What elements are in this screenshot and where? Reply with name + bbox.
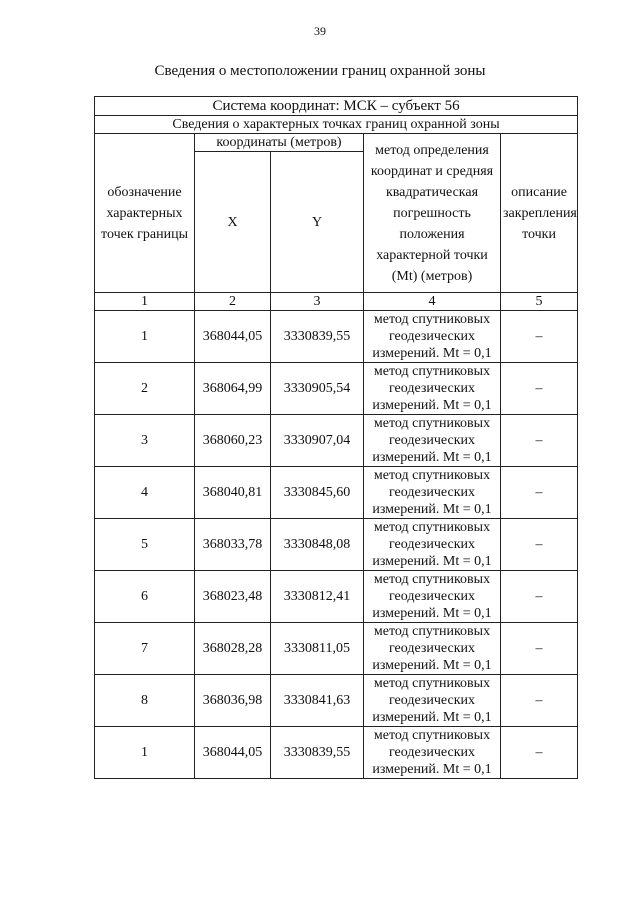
method-cell: метод спутниковых геодезических измерений. Mt = 0,1 [364,623,501,675]
header-point-cell: обозначение характерных точек границы [95,134,195,293]
desc-cell: – [501,415,578,467]
method-cell: метод спутниковых геодезических измерений. Mt = 0,1 [364,467,501,519]
header-method-cell: метод определения координат и средняя квадратическая погрешность положения характерной точки (Mt) (метров) [364,134,501,293]
x-cell: 368028,28 [195,623,271,675]
page-number: 39 [314,24,326,38]
point-cell: 1 [95,311,195,363]
header-y-cell: Y [271,152,364,293]
y-cell: 3330812,41 [271,571,364,623]
header-coords-cell: координаты (метров) [195,134,364,152]
point-cell: 1 [95,727,195,779]
table-row [95,467,578,519]
point-cell: 6 [95,571,195,623]
column-number-4: 4 [364,293,501,311]
table-body [95,97,578,779]
x-cell: 368040,81 [195,467,271,519]
point-cell: 2 [95,363,195,415]
point-cell: 7 [95,623,195,675]
y-cell: 3330841,63 [271,675,364,727]
column-number-1: 1 [95,293,195,311]
desc-cell: – [501,571,578,623]
page-title: Сведения о местоположении границ охранной зоны [154,63,486,79]
desc-cell: – [501,675,578,727]
point-cell: 3 [95,415,195,467]
y-cell: 3330845,60 [271,467,364,519]
desc-cell: – [501,467,578,519]
y-cell: 3330839,55 [271,311,364,363]
table-row [95,519,578,571]
coordinate-system-cell: Система координат: МСК – субъект 56 [95,97,578,116]
x-cell: 368064,99 [195,363,271,415]
column-number-5: 5 [501,293,578,311]
section-title-cell: Сведения о характерных точках границ охранной зоны [95,116,578,134]
y-cell: 3330811,05 [271,623,364,675]
table-row [95,571,578,623]
x-cell: 368060,23 [195,415,271,467]
method-cell: метод спутниковых геодезических измерений. Mt = 0,1 [364,727,501,779]
column-number-3: 3 [271,293,364,311]
header-desc-cell: описание закрепления точки [501,134,578,293]
y-cell: 3330839,55 [271,727,364,779]
desc-cell: – [501,623,578,675]
table-row [95,623,578,675]
table-row [95,727,578,779]
method-cell: метод спутниковых геодезических измерений. Mt = 0,1 [364,311,501,363]
x-cell: 368033,78 [195,519,271,571]
x-cell: 368023,48 [195,571,271,623]
coordinate-system-row [95,97,578,116]
x-cell: 368044,05 [195,727,271,779]
method-cell: метод спутниковых геодезических измерений. Mt = 0,1 [364,519,501,571]
y-cell: 3330848,08 [271,519,364,571]
table-row [95,675,578,727]
method-cell: метод спутниковых геодезических измерений. Mt = 0,1 [364,571,501,623]
section-title-row [95,116,578,134]
table-row [95,311,578,363]
x-cell: 368036,98 [195,675,271,727]
column-numbers-row [95,293,578,311]
header-row [95,134,578,152]
point-cell: 8 [95,675,195,727]
desc-cell: – [501,519,578,571]
column-number-2: 2 [195,293,271,311]
desc-cell: – [501,727,578,779]
y-cell: 3330907,04 [271,415,364,467]
header-x-cell: X [195,152,271,293]
point-cell: 5 [95,519,195,571]
desc-cell: – [501,363,578,415]
boundary-points-table [94,96,578,779]
method-cell: метод спутниковых геодезических измерений. Mt = 0,1 [364,415,501,467]
method-cell: метод спутниковых геодезических измерений. Mt = 0,1 [364,363,501,415]
table-row [95,415,578,467]
point-cell: 4 [95,467,195,519]
desc-cell: – [501,311,578,363]
method-cell: метод спутниковых геодезических измерений. Mt = 0,1 [364,675,501,727]
x-cell: 368044,05 [195,311,271,363]
table-row [95,363,578,415]
y-cell: 3330905,54 [271,363,364,415]
